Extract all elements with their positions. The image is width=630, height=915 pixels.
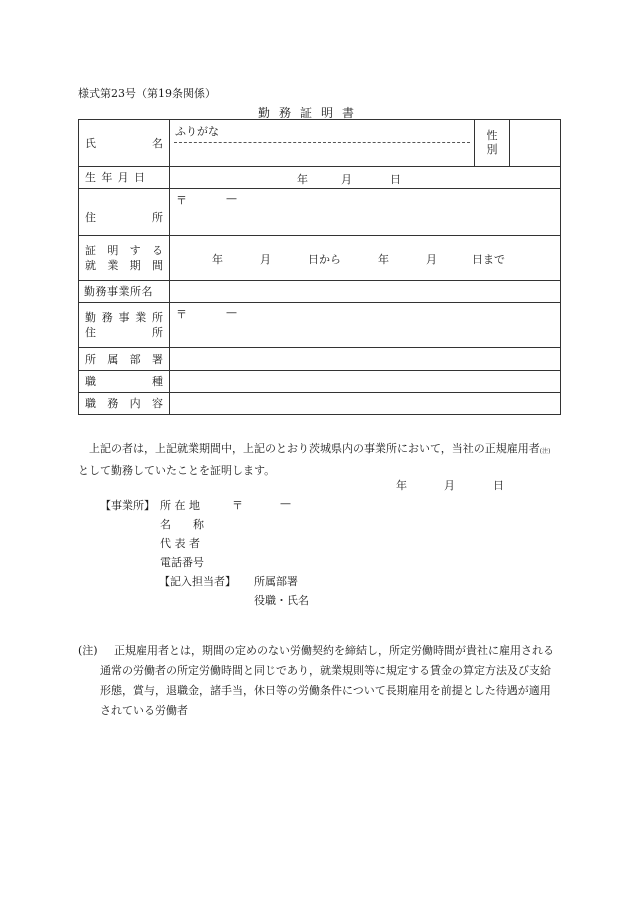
postal-dash: —: [226, 192, 237, 205]
birth-date-field[interactable]: [170, 167, 561, 189]
office-address-label-char: 勤: [85, 311, 96, 324]
address-label-cell: [79, 189, 170, 236]
period-label-char: 証: [85, 244, 96, 257]
duties-label-char: 務: [107, 397, 119, 410]
office-address-label-char: 事: [118, 311, 130, 324]
office-address-label-char: 所: [152, 326, 163, 339]
job-type-field[interactable]: [170, 371, 561, 393]
contact-heading: 【記入担当者】: [159, 575, 236, 588]
contact-position-label: 役職・氏名: [254, 594, 309, 607]
period-label-char: 期: [129, 259, 141, 272]
job-type-label-char: 種: [152, 375, 163, 388]
address-field[interactable]: [170, 189, 561, 236]
office-name-label-cell: [79, 281, 170, 303]
office-address-label-cell: [79, 303, 170, 348]
period-field[interactable]: [170, 236, 561, 281]
duties-label-char: 内: [129, 397, 141, 410]
certification-date-day: 日: [493, 479, 504, 492]
duties-label-cell: [79, 393, 170, 415]
name-label-char-1: 氏: [85, 136, 96, 150]
office-name-field[interactable]: [170, 281, 561, 303]
furigana-separator: [174, 142, 470, 143]
department-label-char: 部: [129, 352, 141, 366]
note-text: 正規雇用者とは，期間の定めのない労働契約を締結し，所定労働時間が貴社に雇用される通常の労働者の所定労働時間と同じであり，就業規則等に規定する賃金の算定方法及び支給形態，賞与，退職金，諸手当，休日等の労働条件について長期雇用を前提とした待遇が適用されている労働者: [100, 644, 554, 717]
certification-text-before: 上記の者は，上記就業期間中，上記のとおり茨城県内の事業所において，当社の正規雇用者: [89, 442, 540, 455]
office-location-label: 所 在 地: [160, 499, 200, 512]
period-start-month: 月: [260, 253, 271, 266]
job-type-label-cell: [79, 371, 170, 393]
office-location-postal-dash: —: [280, 497, 291, 510]
office-name-label: 勤務事業所名: [84, 285, 153, 298]
address-label-char: 所: [152, 210, 163, 224]
department-label-char: 署: [151, 352, 163, 366]
office-location-postal-mark: 〒: [232, 499, 243, 512]
certification-text-after: として勤務していたことを証明します。: [78, 464, 276, 477]
certification-date-month: 月: [444, 479, 455, 492]
certification-date-year: 年: [396, 479, 407, 492]
birth-year-unit: 年: [297, 173, 308, 186]
office-postal: [176, 306, 237, 322]
period-label-char: 就: [85, 259, 96, 272]
birth-month-unit: 月: [341, 173, 352, 186]
birth-label-char: 月: [117, 171, 129, 184]
office-representative-label: 代 表 者: [160, 537, 200, 550]
period-label-char: 明: [107, 244, 119, 257]
postal-mark: 〒: [176, 308, 187, 321]
period-label-char: 間: [151, 259, 163, 272]
period-start-day: 日から: [308, 253, 341, 266]
duties-label-char: 容: [151, 397, 163, 410]
period-start-year: 年: [212, 253, 223, 266]
postal-dash: —: [226, 306, 237, 319]
office-address-label-char: 業: [135, 311, 147, 324]
sex-label-char-2: 別: [486, 143, 498, 156]
sex-label-char-1: 性: [486, 129, 498, 142]
postal-mark: 〒: [176, 194, 187, 207]
furigana-label: ふりがな: [175, 125, 219, 138]
birth-label-cell: [79, 167, 170, 189]
certification-note-mark: (注): [539, 448, 551, 455]
period-label-char: す: [129, 244, 141, 257]
birth-day-unit: 日: [390, 173, 401, 186]
duties-label-char: 職: [85, 397, 96, 410]
duties-field[interactable]: [170, 393, 561, 415]
period-label-cell: [79, 236, 170, 281]
department-label-cell: [79, 348, 170, 371]
birth-label-char: 生: [85, 171, 96, 184]
address-label-char: 住: [85, 210, 96, 224]
name-field[interactable]: [170, 120, 475, 167]
name-label-cell: [79, 120, 170, 167]
certification-statement: [78, 439, 561, 480]
note-mark: (注): [78, 644, 98, 657]
address-postal: [176, 192, 237, 208]
office-address-label-char: 住: [85, 326, 96, 339]
period-label-char: る: [151, 244, 163, 257]
office-address-label-char: 務: [101, 311, 113, 324]
office-phone-label: 電話番号: [160, 556, 204, 569]
office-name-label: 名 称: [160, 518, 204, 531]
office-heading: 【事業所】: [100, 499, 155, 512]
sex-field[interactable]: [510, 120, 561, 167]
document-title: 勤務証明書: [258, 106, 364, 120]
certificate-table: [78, 119, 561, 415]
office-address-field[interactable]: [170, 303, 561, 348]
department-field[interactable]: [170, 348, 561, 371]
sex-label-cell: [475, 120, 510, 167]
name-label-char-2: 名: [152, 136, 163, 150]
contact-department-label: 所属部署: [254, 575, 298, 588]
job-type-label-char: 職: [85, 375, 96, 388]
department-label-char: 所: [85, 352, 96, 366]
birth-label-char: 年: [101, 171, 113, 184]
birth-label-char: 日: [133, 171, 145, 184]
period-label-char: 業: [107, 259, 119, 272]
period-end-day: 日まで: [472, 253, 505, 266]
period-end-month: 月: [426, 253, 437, 266]
form-number: 様式第23号（第19条関係）: [78, 87, 216, 100]
department-label-char: 属: [107, 352, 119, 366]
office-address-label-char: 所: [152, 311, 163, 324]
period-end-year: 年: [378, 253, 389, 266]
